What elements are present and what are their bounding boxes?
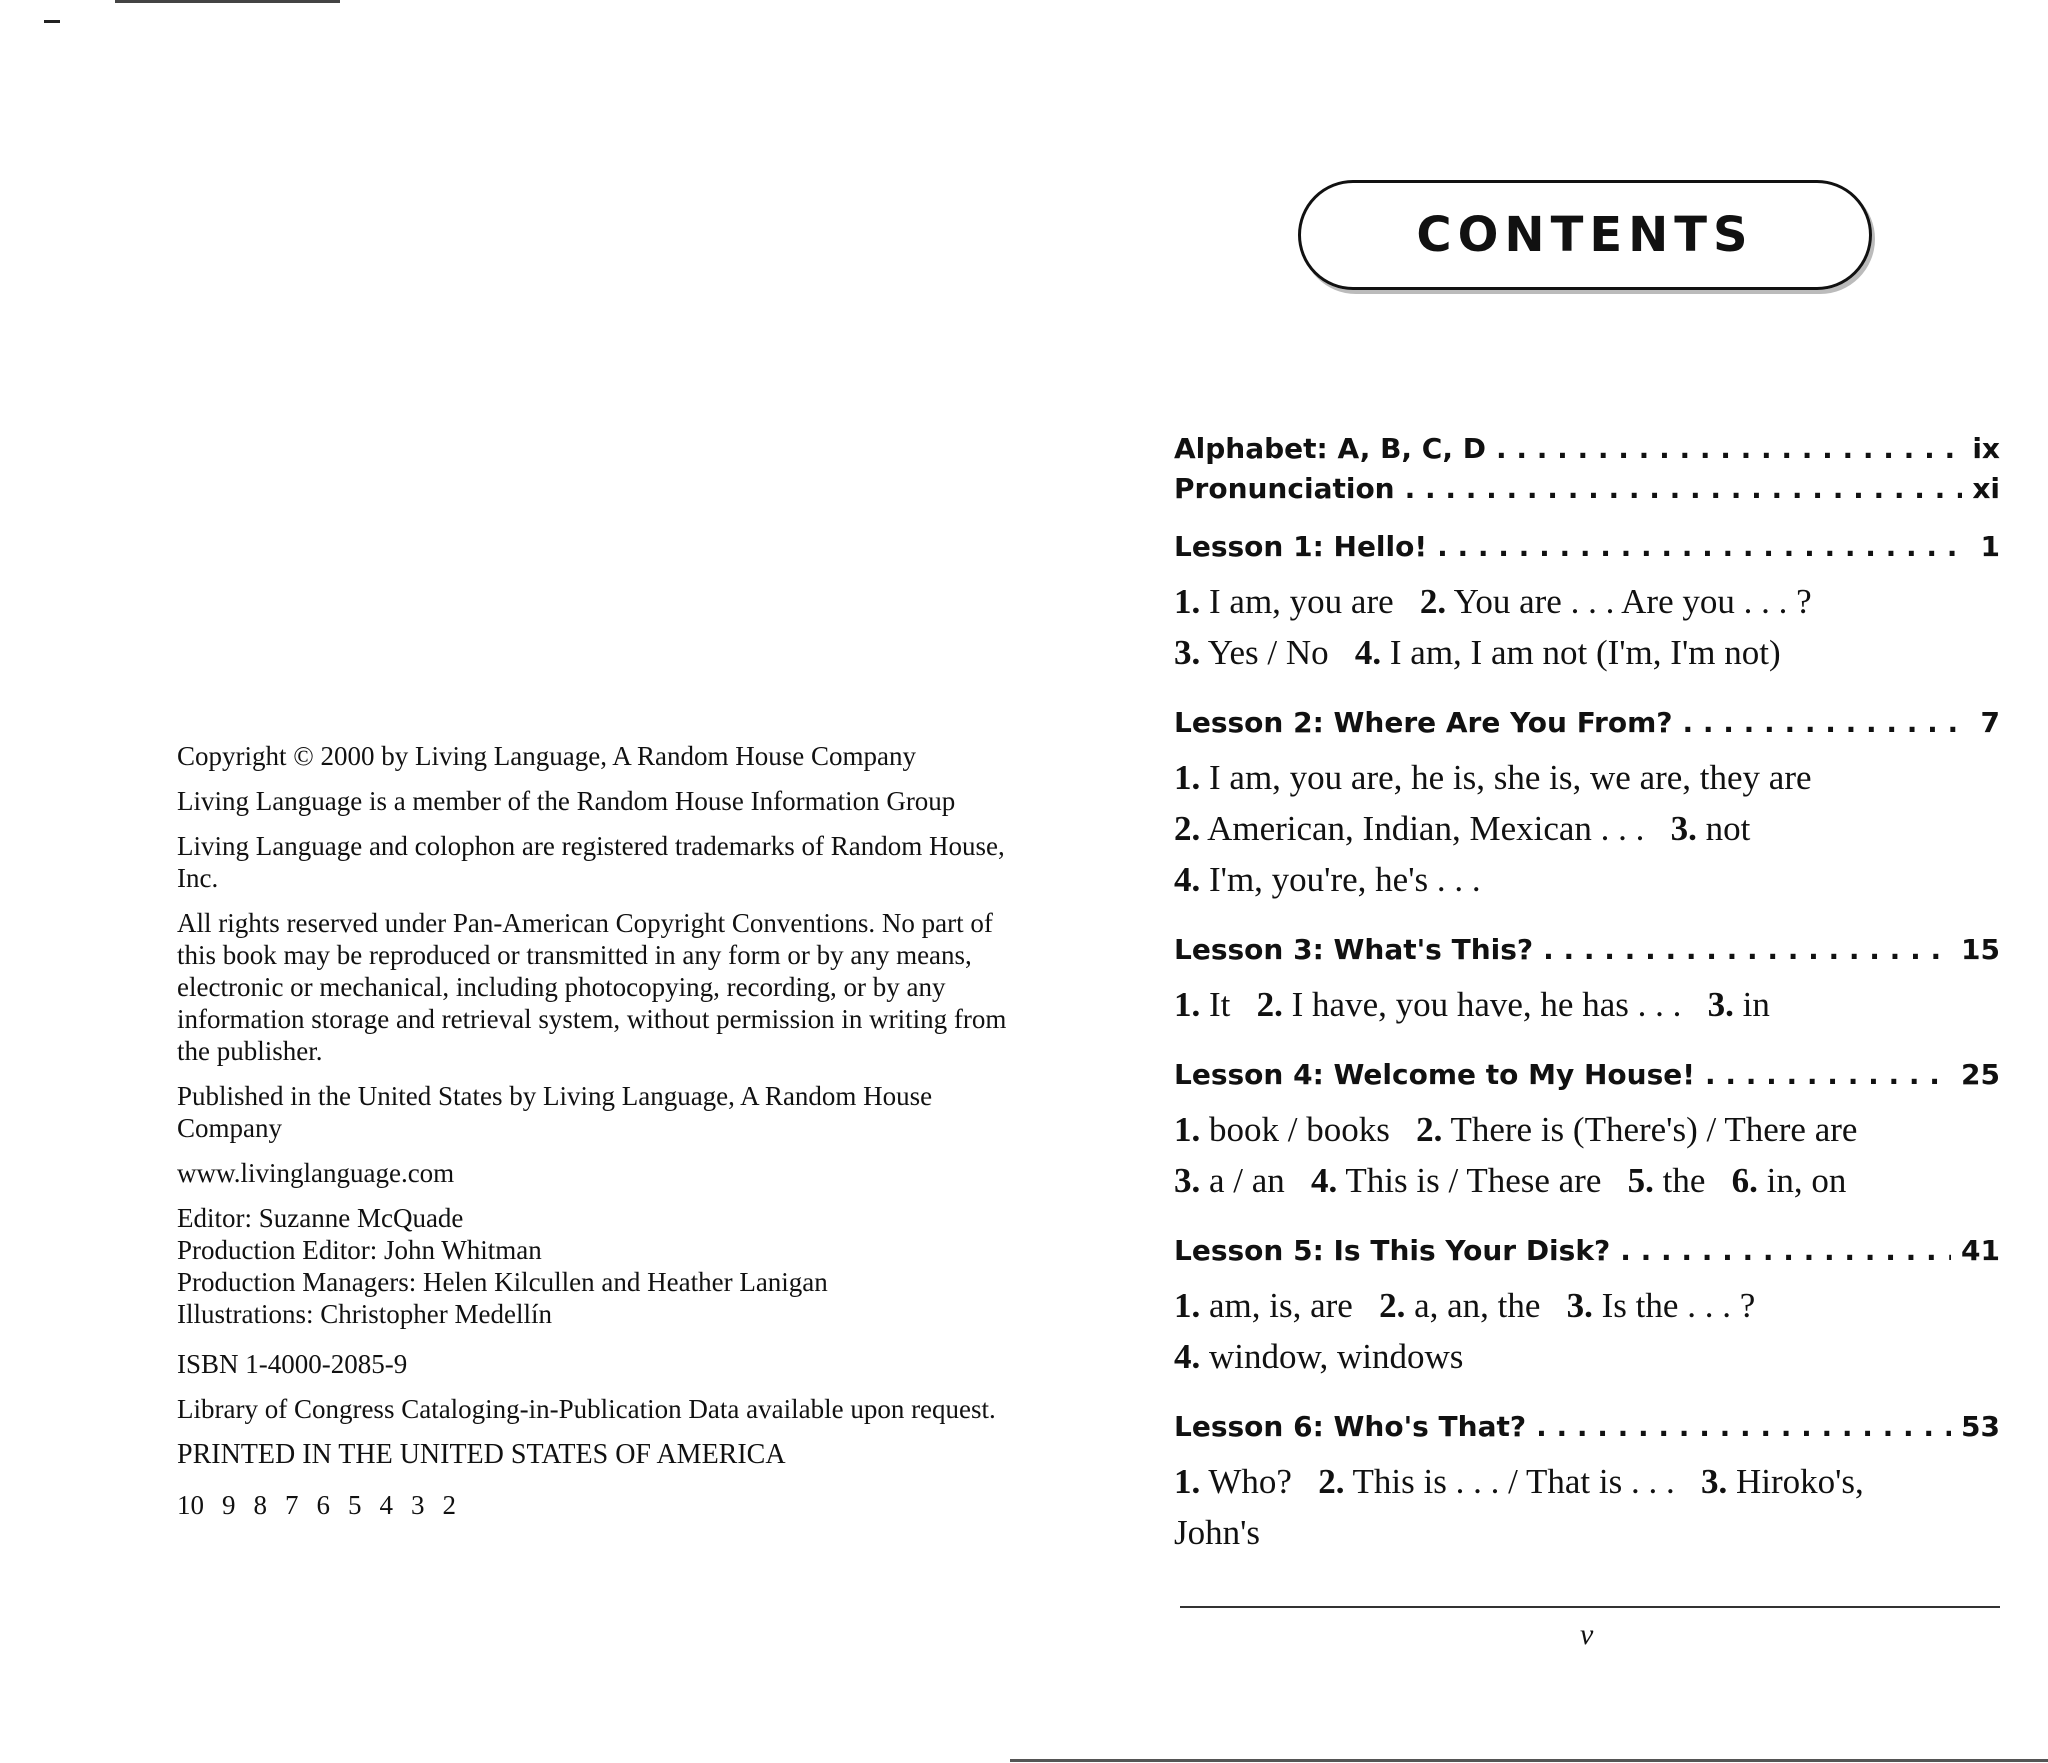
credits-block — [177, 1202, 1017, 1330]
print-number: 8 — [253, 1490, 267, 1520]
dot-leader — [1437, 530, 1970, 563]
print-number: 6 — [316, 1490, 330, 1520]
topic-number: 3. — [1174, 633, 1201, 672]
website-line: www.livinglanguage.com — [177, 1158, 455, 1188]
toc-entry-title: Lesson 4: Welcome to My House! — [1174, 1058, 1695, 1091]
toc-entry-page: 53 — [1961, 1410, 2000, 1443]
dot-leader — [1543, 933, 1951, 966]
topic-number: 1. — [1174, 758, 1201, 797]
lesson-block — [1174, 1234, 2000, 1410]
topic-line — [1174, 576, 2000, 627]
toc-entry-lesson-2[interactable] — [1174, 706, 2000, 746]
toc-entry-title: Lesson 1: Hello! — [1174, 530, 1428, 563]
topic-text: the — [1653, 1161, 1732, 1200]
topic-text: am, is, are — [1200, 1286, 1380, 1325]
lesson-topics — [1174, 1104, 2000, 1206]
credit-illustrations: Illustrations: Christopher Medellín — [177, 1299, 552, 1329]
toc-entry-title: Pronunciation — [1174, 472, 1395, 505]
topic-number: 6. — [1731, 1161, 1758, 1200]
toc-entry-page: 1 — [1980, 530, 2000, 563]
toc-entry-title: Lesson 3: What's This? — [1174, 933, 1534, 966]
scan-edge-bottom — [1010, 1759, 2048, 1762]
topic-text: a / an — [1200, 1161, 1312, 1200]
toc-entry-page: xi — [1972, 472, 2000, 505]
topic-text: This is / These are — [1337, 1161, 1628, 1200]
toc-entry-lesson-1[interactable] — [1174, 530, 2000, 570]
topic-line — [1174, 1104, 2000, 1155]
topic-text: I'm, you're, he's . . . — [1200, 860, 1481, 899]
print-number: 3 — [411, 1490, 425, 1520]
print-line — [177, 1489, 1017, 1521]
toc-entry-lesson-3[interactable] — [1174, 933, 2000, 973]
lesson-topics — [1174, 576, 2000, 678]
lesson-topics — [1174, 752, 2000, 905]
topic-text: It — [1200, 985, 1257, 1024]
copyright-page — [177, 740, 1017, 1534]
print-number: 9 — [222, 1490, 236, 1520]
print-number: 10 — [177, 1490, 204, 1520]
lesson-topics — [1174, 1456, 2000, 1558]
page-number: v — [1580, 1618, 1594, 1651]
topic-number: 1. — [1174, 985, 1201, 1024]
toc-entry-page: 25 — [1961, 1058, 2000, 1091]
topic-number: 3. — [1670, 809, 1697, 848]
dot-leader — [1620, 1234, 1951, 1267]
isbn-line: ISBN 1-4000-2085-9 — [177, 1349, 408, 1379]
lesson-topics — [1174, 979, 2000, 1030]
credit-production-editor: Production Editor: John Whitman — [177, 1235, 542, 1265]
topic-number: 1. — [1174, 1286, 1201, 1325]
lesson-block — [1174, 1410, 2000, 1558]
credit-production-managers: Production Managers: Helen Kilcullen and Heather Lanigan — [177, 1267, 828, 1297]
scan-mark — [44, 20, 60, 23]
topic-text: in, on — [1757, 1161, 1847, 1200]
toc-entry-title: Lesson 6: Who's That? — [1174, 1410, 1527, 1443]
rights-line: All rights reserved under Pan-American Copyright Conventions. No part of this book may be reproduced or transmitted in any form or by any means, electronic or mechanical, including photocopying, recording, or by any information storage and retrieval system, without permission in writing from the publisher. — [177, 908, 1007, 1066]
dot-leader — [1496, 432, 1962, 465]
lesson-block — [1174, 1058, 2000, 1234]
topic-text: American, Indian, Mexican . . . — [1200, 809, 1671, 848]
topic-number: 5. — [1627, 1161, 1654, 1200]
contents-heading: CONTENTS — [1416, 207, 1754, 263]
topic-line — [1174, 1331, 2000, 1382]
toc-entry-page: 7 — [1980, 706, 2000, 739]
dot-leader — [1705, 1058, 1951, 1091]
toc-entry-lesson-6[interactable] — [1174, 1410, 2000, 1450]
topic-line — [1174, 752, 2000, 803]
topic-line — [1174, 1155, 2000, 1206]
lesson-block — [1174, 933, 2000, 1058]
toc-entry-title: Lesson 5: Is This Your Disk? — [1174, 1234, 1611, 1267]
dot-leader — [1536, 1410, 1951, 1443]
topic-number: 1. — [1174, 1110, 1201, 1149]
topic-number: 3. — [1707, 985, 1734, 1024]
toc-entry-lesson-4[interactable] — [1174, 1058, 2000, 1098]
topic-number: 2. — [1379, 1286, 1406, 1325]
topic-number: 4. — [1174, 1337, 1201, 1376]
lesson-list — [1174, 530, 2000, 1558]
copyright-line: Copyright © 2000 by Living Language, A Random House Company — [177, 741, 916, 771]
toc-entry-page: 15 — [1961, 933, 2000, 966]
toc-entry-pronunciation[interactable] — [1174, 472, 2000, 512]
topic-number: 1. — [1174, 1462, 1201, 1501]
print-number: 4 — [379, 1490, 393, 1520]
topic-text: I have, you have, he has . . . — [1282, 985, 1708, 1024]
printed-line: PRINTED IN THE UNITED STATES OF AMERICA — [177, 1439, 786, 1470]
toc-entry-page: 41 — [1961, 1234, 2000, 1267]
topic-text: not — [1696, 809, 1751, 848]
topic-text: Hiroko's, — [1727, 1462, 1864, 1501]
topic-text: This is . . . / That is . . . — [1344, 1462, 1701, 1501]
topic-text: I am, you are, he is, she is, we are, they are — [1200, 758, 1812, 797]
topic-number: 1. — [1174, 582, 1201, 621]
topic-number: 4. — [1354, 633, 1382, 672]
toc-entry-page: ix — [1972, 432, 2000, 465]
cip-line: Library of Congress Cataloging-in-Publication Data available upon request. — [177, 1394, 996, 1424]
scan-edge-top — [115, 0, 340, 3]
topic-number: 2. — [1419, 582, 1447, 621]
lesson-block — [1174, 530, 2000, 706]
topic-number: 4. — [1311, 1161, 1338, 1200]
published-line: Published in the United States by Living Language, A Random House Company — [177, 1081, 933, 1143]
dot-leader — [1405, 472, 1963, 505]
credit-editor: Editor: Suzanne McQuade — [177, 1203, 464, 1233]
topic-number: 2. — [1416, 1110, 1443, 1149]
topic-text: Yes / No — [1200, 633, 1355, 672]
topic-text: Who? — [1200, 1462, 1319, 1501]
print-number: 2 — [442, 1490, 456, 1520]
topic-text: window, windows — [1200, 1337, 1464, 1376]
trademark-line: Living Language and colophon are registered trademarks of Random House, Inc. — [177, 831, 1005, 893]
topic-line — [1174, 1507, 2000, 1558]
topic-line — [1174, 1280, 2000, 1331]
print-number: 7 — [285, 1490, 299, 1520]
topic-text: I am, you are — [1200, 582, 1420, 621]
member-line: Living Language is a member of the Random House Information Group — [177, 786, 956, 816]
page-rule — [1180, 1606, 2000, 1608]
topic-line — [1174, 979, 2000, 1030]
topic-number: 2. — [1256, 985, 1283, 1024]
topic-text: a, an, the — [1405, 1286, 1567, 1325]
topic-line — [1174, 627, 2000, 678]
toc-entry-title: Lesson 2: Where Are You From? — [1174, 706, 1673, 739]
toc-entry-lesson-5[interactable] — [1174, 1234, 2000, 1274]
topic-text: Is the . . . ? — [1592, 1286, 1756, 1325]
lesson-topics — [1174, 1280, 2000, 1382]
contents-heading-badge — [1298, 180, 1872, 290]
topic-number: 4. — [1174, 860, 1201, 899]
topic-text: You are . . . Are you . . . ? — [1446, 582, 1812, 621]
topic-text: I am, I am not (I'm, I'm not) — [1381, 633, 1781, 672]
topic-text: book / books — [1200, 1110, 1417, 1149]
topic-text: There is (There's) / There are — [1442, 1110, 1858, 1149]
topic-text: in — [1733, 985, 1770, 1024]
toc-entry-title: Alphabet: A, B, C, D — [1174, 432, 1486, 465]
topic-number: 2. — [1174, 809, 1201, 848]
topic-text: John's — [1174, 1513, 1261, 1552]
table-of-contents — [1174, 432, 2000, 1558]
topic-number: 2. — [1318, 1462, 1345, 1501]
topic-number: 3. — [1700, 1462, 1728, 1501]
topic-number: 3. — [1566, 1286, 1593, 1325]
toc-entry-alphabet[interactable] — [1174, 432, 2000, 472]
topic-number: 3. — [1174, 1161, 1201, 1200]
dot-leader — [1683, 706, 1970, 739]
print-number: 5 — [348, 1490, 362, 1520]
topic-line — [1174, 854, 2000, 905]
topic-line — [1174, 803, 2000, 854]
lesson-block — [1174, 706, 2000, 933]
topic-line — [1174, 1456, 2000, 1507]
